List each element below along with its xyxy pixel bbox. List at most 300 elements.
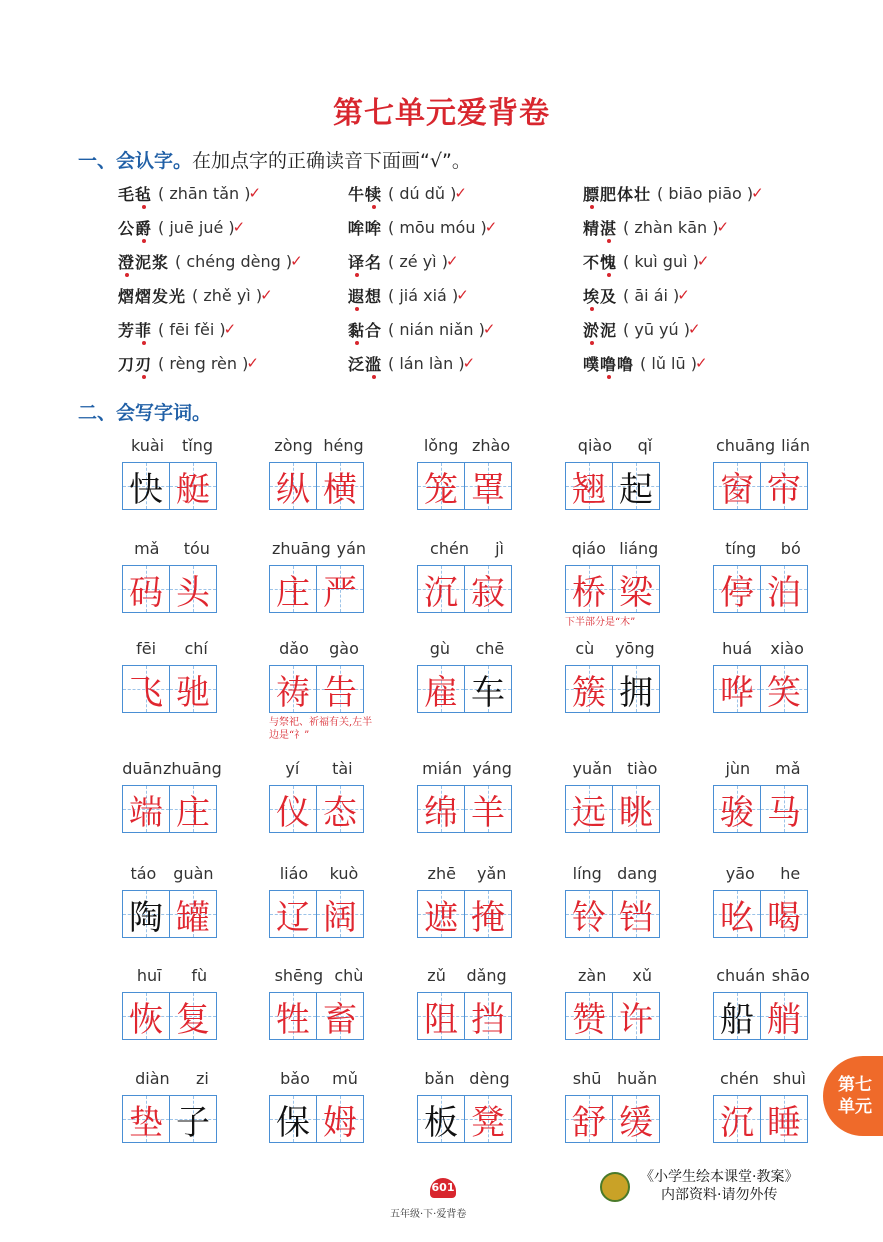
- tianzige-cell[interactable]: [713, 890, 761, 938]
- hanzi-character: 仪: [276, 792, 310, 833]
- tianzige-cell[interactable]: [316, 785, 364, 833]
- tianzige-cell[interactable]: [612, 665, 660, 713]
- reading-item: [118, 210, 348, 244]
- pinyin-syllable: huī: [136, 966, 162, 985]
- reading-item: [348, 312, 583, 346]
- tianzige-cell[interactable]: [760, 785, 808, 833]
- pinyin-syllable: tiào: [627, 759, 658, 778]
- pinyin-syllable: lián: [781, 436, 810, 455]
- pinyin-syllable: zàn: [578, 966, 607, 985]
- pinyin-row: [565, 759, 665, 785]
- reading-word: [348, 216, 382, 239]
- word-entry: [713, 1069, 813, 1143]
- tianzige-cell[interactable]: [713, 785, 761, 833]
- hanzi-character: 眺: [619, 792, 653, 833]
- hanzi-character: 窗: [720, 469, 754, 510]
- hanzi-character: 畜: [323, 999, 357, 1040]
- section-2-title: 会写字词。: [116, 402, 212, 424]
- dotted-character: 淤: [583, 320, 601, 340]
- tianzige-cell[interactable]: [760, 890, 808, 938]
- writing-boxes: [269, 462, 369, 510]
- checkmark-icon: ✓: [260, 286, 273, 304]
- writing-boxes: [713, 565, 813, 613]
- word-text: 牛: [348, 184, 366, 204]
- checkmark-icon: ✓: [232, 218, 246, 236]
- pinyin-syllable: chē: [475, 639, 505, 658]
- hanzi-character: 哗: [720, 672, 754, 713]
- hanzi-character: 板: [424, 1102, 458, 1143]
- tianzige-cell[interactable]: [612, 785, 660, 833]
- hanzi-character: 快: [129, 469, 163, 510]
- word-entry: [269, 864, 369, 938]
- hanzi-character: 严: [323, 572, 357, 613]
- writing-boxes: [122, 1095, 222, 1143]
- tianzige-cell[interactable]: [464, 785, 512, 833]
- reading-word: [118, 284, 186, 307]
- reading-item: [118, 278, 348, 312]
- tianzige-cell[interactable]: [464, 665, 512, 713]
- word-text: 想: [365, 286, 383, 306]
- pinyin-syllable: bǎo: [280, 1069, 310, 1088]
- pinyin-row: [269, 639, 369, 665]
- hanzi-character: 铃: [572, 897, 606, 938]
- hanzi-character: 船: [720, 999, 754, 1040]
- checkmark-icon: ✓: [454, 184, 467, 202]
- pinyin-syllable: liáng: [619, 539, 659, 558]
- writing-boxes: [122, 890, 222, 938]
- pinyin-syllable: yǎn: [477, 864, 507, 883]
- tianzige-cell[interactable]: [269, 890, 317, 938]
- pinyin-row: [417, 864, 517, 890]
- pinyin-syllable: dǎng: [466, 966, 507, 985]
- pinyin-options[interactable]: ( āi ái ): [623, 285, 680, 305]
- checkmark-icon: ✓: [677, 286, 690, 304]
- tianzige-cell[interactable]: [565, 665, 613, 713]
- writing-boxes: [417, 992, 517, 1040]
- checkmark-icon: ✓: [696, 252, 710, 270]
- pinyin-syllable: líng: [572, 864, 602, 883]
- pinyin-row: [713, 639, 813, 665]
- writing-boxes: [417, 665, 517, 713]
- pinyin-row: [269, 1069, 369, 1095]
- tianzige-cell[interactable]: [269, 565, 317, 613]
- reading-word: [583, 284, 617, 307]
- writing-boxes: [269, 1095, 369, 1143]
- word-entry: [565, 1069, 665, 1143]
- pinyin-row: [417, 1069, 517, 1095]
- word-entry: [713, 864, 813, 938]
- writing-boxes: [565, 665, 665, 713]
- word-entry: [713, 436, 813, 510]
- brand-notice: 内部资料·请勿外传: [661, 1187, 778, 1203]
- hanzi-character: 阔: [323, 897, 357, 938]
- word-text: 不: [583, 252, 601, 272]
- pinyin-syllable: chén: [430, 539, 469, 558]
- tianzige-cell[interactable]: [760, 1095, 808, 1143]
- word-entry: [713, 539, 813, 613]
- word-entry: [269, 1069, 369, 1143]
- pinyin-syllable: tóu: [183, 539, 210, 558]
- tianzige-cell[interactable]: [122, 565, 170, 613]
- word-text: 哞哞: [348, 218, 383, 238]
- reading-item: [583, 346, 818, 380]
- hanzi-character: 起: [619, 469, 653, 510]
- pinyin-syllable: guàn: [173, 864, 214, 883]
- tianzige-cell[interactable]: [565, 890, 613, 938]
- word-text: 公: [118, 218, 136, 238]
- word-entry: [122, 539, 222, 613]
- pinyin-row: [122, 864, 222, 890]
- tianzige-cell[interactable]: [464, 992, 512, 1040]
- reading-word: [583, 216, 617, 239]
- section-2-number: 二、: [78, 402, 117, 424]
- tianzige-cell[interactable]: [122, 785, 170, 833]
- writing-boxes: [565, 565, 665, 613]
- tianzige-cell[interactable]: [316, 992, 364, 1040]
- pinyin-syllable: zòng: [274, 436, 313, 455]
- writing-boxes: [565, 785, 665, 833]
- section-1-instruction: 在加点字的正确读音下面画“√”。: [192, 150, 471, 172]
- tianzige-cell[interactable]: [122, 992, 170, 1040]
- pinyin-row: [565, 864, 665, 890]
- word-text: 噜: [617, 354, 635, 374]
- dotted-character: 膘: [583, 184, 601, 204]
- word-entry: [122, 436, 222, 510]
- hanzi-character: 桥: [572, 572, 606, 613]
- tianzige-cell[interactable]: [612, 890, 660, 938]
- word-entry: [122, 639, 222, 713]
- writing-boxes: [269, 565, 369, 613]
- dotted-character: 毡: [135, 184, 153, 204]
- hanzi-character: 纵: [276, 469, 310, 510]
- writing-exercise-grid: [122, 436, 822, 1156]
- pinyin-row: [269, 539, 369, 565]
- tianzige-cell[interactable]: [316, 665, 364, 713]
- writing-boxes: [122, 992, 222, 1040]
- tianzige-cell[interactable]: [713, 565, 761, 613]
- tianzige-cell[interactable]: [417, 992, 465, 1040]
- word-entry: [713, 639, 813, 713]
- word-entry: [417, 759, 517, 833]
- tianzige-cell[interactable]: [565, 992, 613, 1040]
- checkmark-icon: ✓: [482, 320, 496, 338]
- tianzige-cell[interactable]: [122, 665, 170, 713]
- word-entry: [269, 966, 369, 1040]
- pinyin-options[interactable]: ( yū yú ): [623, 319, 690, 339]
- word-entry: [565, 436, 665, 510]
- dotted-character: 黏: [348, 320, 366, 340]
- tianzige-cell[interactable]: [269, 665, 317, 713]
- tianzige-cell[interactable]: [316, 1095, 364, 1143]
- checkmark-icon: ✓: [462, 354, 476, 372]
- hanzi-character: 陶: [129, 897, 163, 938]
- word-entry: [565, 759, 665, 833]
- writing-boxes: [565, 992, 665, 1040]
- tianzige-cell[interactable]: [565, 462, 613, 510]
- hanzi-character: 铛: [619, 897, 653, 938]
- tianzige-cell[interactable]: [417, 890, 465, 938]
- pinyin-syllable: mǎ: [134, 539, 160, 558]
- tianzige-cell[interactable]: [269, 462, 317, 510]
- hanzi-character: 遮: [424, 897, 458, 938]
- pinyin-row: [713, 864, 813, 890]
- pinyin-options[interactable]: ( rèng rèn ): [158, 353, 249, 373]
- writing-boxes: [417, 462, 517, 510]
- tianzige-cell[interactable]: [464, 1095, 512, 1143]
- checkmark-icon: ✓: [223, 320, 237, 338]
- tianzige-cell[interactable]: [565, 1095, 613, 1143]
- section-1-heading: [78, 146, 471, 173]
- tianzige-cell[interactable]: [169, 785, 217, 833]
- word-text: 毛: [118, 184, 136, 204]
- reading-item: [118, 176, 348, 210]
- reading-word: [348, 352, 382, 375]
- pinyin-syllable: dèng: [469, 1069, 510, 1088]
- pinyin-syllable: zi: [195, 1069, 209, 1088]
- pinyin-syllable: mián: [422, 759, 463, 778]
- tianzige-cell[interactable]: [464, 890, 512, 938]
- reading-item: [348, 210, 583, 244]
- hanzi-character: 态: [323, 792, 357, 833]
- pinyin-syllable: chén: [720, 1069, 759, 1088]
- pinyin-syllable: chuán: [716, 966, 766, 985]
- hanzi-character: 罩: [471, 469, 505, 510]
- writing-boxes: [269, 992, 369, 1040]
- word-text: 合: [365, 320, 383, 340]
- hanzi-character: 骏: [720, 792, 754, 833]
- tianzige-cell[interactable]: [122, 1095, 170, 1143]
- hanzi-character: 庄: [176, 792, 210, 833]
- tianzige-cell[interactable]: [464, 462, 512, 510]
- pinyin-syllable: chí: [184, 639, 208, 658]
- hanzi-character: 拥: [619, 672, 653, 713]
- writing-boxes: [713, 665, 813, 713]
- tianzige-cell[interactable]: [169, 665, 217, 713]
- writing-boxes: [417, 785, 517, 833]
- word-entry: [565, 539, 665, 629]
- pinyin-syllable: jùn: [725, 759, 751, 778]
- hanzi-character: 沉: [720, 1102, 754, 1143]
- pinyin-options[interactable]: ( mōu móu ): [388, 217, 487, 237]
- writing-boxes: [565, 462, 665, 510]
- unit-tab-line-2: 单元: [838, 1097, 872, 1117]
- pinyin-options[interactable]: ( lǔ lū ): [640, 353, 697, 373]
- tianzige-cell[interactable]: [612, 1095, 660, 1143]
- pinyin-syllable: diàn: [135, 1069, 170, 1088]
- pinyin-syllable: he: [780, 864, 801, 883]
- reading-word: [348, 318, 382, 341]
- writing-boxes: [269, 890, 369, 938]
- hanzi-character: 阻: [424, 999, 458, 1040]
- dotted-character: 噜: [600, 354, 618, 374]
- pinyin-options[interactable]: ( biāo piāo ): [657, 183, 754, 203]
- tianzige-cell[interactable]: [316, 462, 364, 510]
- pinyin-syllable: cù: [575, 639, 595, 658]
- pinyin-syllable: jì: [495, 539, 504, 558]
- pinyin-options[interactable]: ( kuì guì ): [623, 251, 699, 271]
- pinyin-options[interactable]: ( juē jué ): [158, 217, 235, 237]
- tianzige-cell[interactable]: [169, 1095, 217, 1143]
- writing-boxes: [269, 785, 369, 833]
- pinyin-options[interactable]: ( nián niǎn ): [388, 319, 485, 339]
- checkmark-icon: ✓: [445, 252, 459, 270]
- tianzige-cell[interactable]: [417, 665, 465, 713]
- word-entry: [269, 639, 373, 742]
- pinyin-syllable: yí: [285, 759, 300, 778]
- hanzi-character: 掩: [471, 897, 505, 938]
- word-entry: [417, 1069, 517, 1143]
- tianzige-cell[interactable]: [417, 1095, 465, 1143]
- tianzige-cell[interactable]: [122, 462, 170, 510]
- checkmark-icon: ✓: [456, 286, 469, 304]
- pinyin-syllable: yán: [336, 539, 367, 558]
- dotted-character: 埃: [583, 286, 601, 306]
- word-text: 肥体壮: [600, 184, 652, 204]
- tianzige-cell[interactable]: [169, 565, 217, 613]
- hanzi-character: 端: [129, 792, 163, 833]
- tianzige-cell[interactable]: [612, 992, 660, 1040]
- pinyin-options[interactable]: ( lán làn ): [388, 353, 465, 373]
- pinyin-row: [713, 759, 813, 785]
- pinyin-syllable: shēng: [274, 966, 324, 985]
- pinyin-syllable: yōng: [615, 639, 655, 658]
- dotted-character: 译: [348, 252, 366, 272]
- tianzige-cell[interactable]: [269, 785, 317, 833]
- tianzige-cell[interactable]: [713, 1095, 761, 1143]
- tianzige-cell[interactable]: [316, 565, 364, 613]
- hanzi-character: 翘: [572, 469, 606, 510]
- pinyin-options[interactable]: ( chéng dèng ): [175, 251, 293, 271]
- pinyin-syllable: xiào: [770, 639, 804, 658]
- hanzi-character: 复: [176, 999, 210, 1040]
- reading-item: [348, 176, 583, 210]
- tianzige-cell[interactable]: [169, 462, 217, 510]
- pinyin-syllable: qiáo: [571, 539, 606, 558]
- pinyin-syllable: shuì: [772, 1069, 806, 1088]
- tianzige-cell[interactable]: [713, 462, 761, 510]
- reading-item: [348, 244, 583, 278]
- tianzige-cell[interactable]: [760, 665, 808, 713]
- hanzi-character: 停: [720, 572, 754, 613]
- pinyin-syllable: zhuāng: [162, 759, 222, 778]
- pinyin-options[interactable]: ( zhàn kān ): [623, 217, 719, 237]
- hanzi-character: 笼: [424, 469, 458, 510]
- pinyin-row: [565, 436, 665, 462]
- pinyin-syllable: dang: [617, 864, 658, 883]
- pinyin-options[interactable]: ( zhě yì ): [192, 285, 263, 305]
- hanzi-character: 罐: [176, 897, 210, 938]
- pinyin-syllable: tǐng: [182, 436, 214, 455]
- writing-boxes: [269, 665, 369, 713]
- tianzige-cell[interactable]: [316, 890, 364, 938]
- pinyin-options[interactable]: ( zhān tǎn ): [158, 183, 251, 203]
- pinyin-syllable: zhē: [427, 864, 456, 883]
- pinyin-options[interactable]: ( jiá xiá ): [388, 285, 459, 305]
- writing-boxes: [417, 890, 517, 938]
- hanzi-character: 许: [619, 999, 653, 1040]
- tianzige-cell[interactable]: [417, 785, 465, 833]
- tianzige-cell[interactable]: [565, 785, 613, 833]
- tianzige-cell[interactable]: [464, 565, 512, 613]
- writing-boxes: [713, 992, 813, 1040]
- pinyin-options[interactable]: ( fēi fěi ): [158, 319, 226, 339]
- hanzi-character: 赞: [572, 999, 606, 1040]
- tianzige-cell[interactable]: [269, 1095, 317, 1143]
- hanzi-character: 笑: [767, 672, 801, 713]
- tianzige-cell[interactable]: [417, 462, 465, 510]
- pinyin-syllable: zǔ: [427, 966, 446, 985]
- pinyin-row: [269, 759, 369, 785]
- hanzi-character: 睡: [767, 1102, 801, 1143]
- hanzi-character: 帘: [767, 469, 801, 510]
- pinyin-syllable: chuāng: [715, 436, 776, 455]
- pinyin-row: [417, 539, 517, 565]
- tianzige-cell[interactable]: [169, 992, 217, 1040]
- hanzi-character: 姆: [323, 1102, 357, 1143]
- pinyin-syllable: dǎo: [279, 639, 309, 658]
- hint-note: 下半部分是“木”: [565, 617, 636, 628]
- word-text: 及: [600, 286, 618, 306]
- pinyin-syllable: huǎn: [616, 1069, 658, 1088]
- pinyin-row: [269, 864, 369, 890]
- hanzi-character: 恢: [129, 999, 163, 1040]
- hanzi-character: 庄: [276, 572, 310, 613]
- word-text: 芳: [118, 320, 136, 340]
- tianzige-cell[interactable]: [269, 992, 317, 1040]
- word-entry: [565, 864, 665, 938]
- hanzi-character: 吆: [720, 897, 754, 938]
- dotted-character: 爵: [135, 218, 153, 238]
- pinyin-row: [269, 436, 369, 462]
- hanzi-character: 羊: [471, 792, 505, 833]
- word-entry: [713, 966, 813, 1040]
- word-entry: [122, 966, 222, 1040]
- checkmark-icon: ✓: [290, 252, 303, 270]
- reading-word: [118, 182, 152, 205]
- pinyin-row: [417, 436, 517, 462]
- tianzige-cell[interactable]: [760, 462, 808, 510]
- word-entry: [417, 864, 517, 938]
- hanzi-character: 远: [572, 792, 606, 833]
- pinyin-options[interactable]: ( dú dǔ ): [388, 183, 457, 203]
- page-title: 第七单元爱背卷: [333, 96, 550, 131]
- hanzi-character: 喝: [767, 897, 801, 938]
- tianzige-cell[interactable]: [612, 565, 660, 613]
- tianzige-cell[interactable]: [122, 890, 170, 938]
- tianzige-cell[interactable]: [760, 565, 808, 613]
- tianzige-cell[interactable]: [713, 992, 761, 1040]
- tianzige-cell[interactable]: [417, 565, 465, 613]
- hanzi-character: 艇: [176, 469, 210, 510]
- tianzige-cell[interactable]: [565, 565, 613, 613]
- reading-word: [118, 250, 169, 273]
- writing-boxes: [122, 565, 222, 613]
- pinyin-syllable: mǎ: [775, 759, 801, 778]
- tianzige-cell[interactable]: [760, 992, 808, 1040]
- hanzi-character: 驰: [176, 672, 210, 713]
- reading-word: [348, 250, 382, 273]
- hanzi-character: 横: [323, 469, 357, 510]
- pinyin-options[interactable]: ( zé yì ): [388, 251, 448, 271]
- tianzige-cell[interactable]: [169, 890, 217, 938]
- tianzige-cell[interactable]: [713, 665, 761, 713]
- reading-word: [583, 318, 617, 341]
- word-entry: [122, 1069, 222, 1143]
- tianzige-cell[interactable]: [612, 462, 660, 510]
- pinyin-syllable: héng: [323, 436, 364, 455]
- pinyin-syllable: bó: [780, 539, 801, 558]
- pinyin-row: [122, 966, 222, 992]
